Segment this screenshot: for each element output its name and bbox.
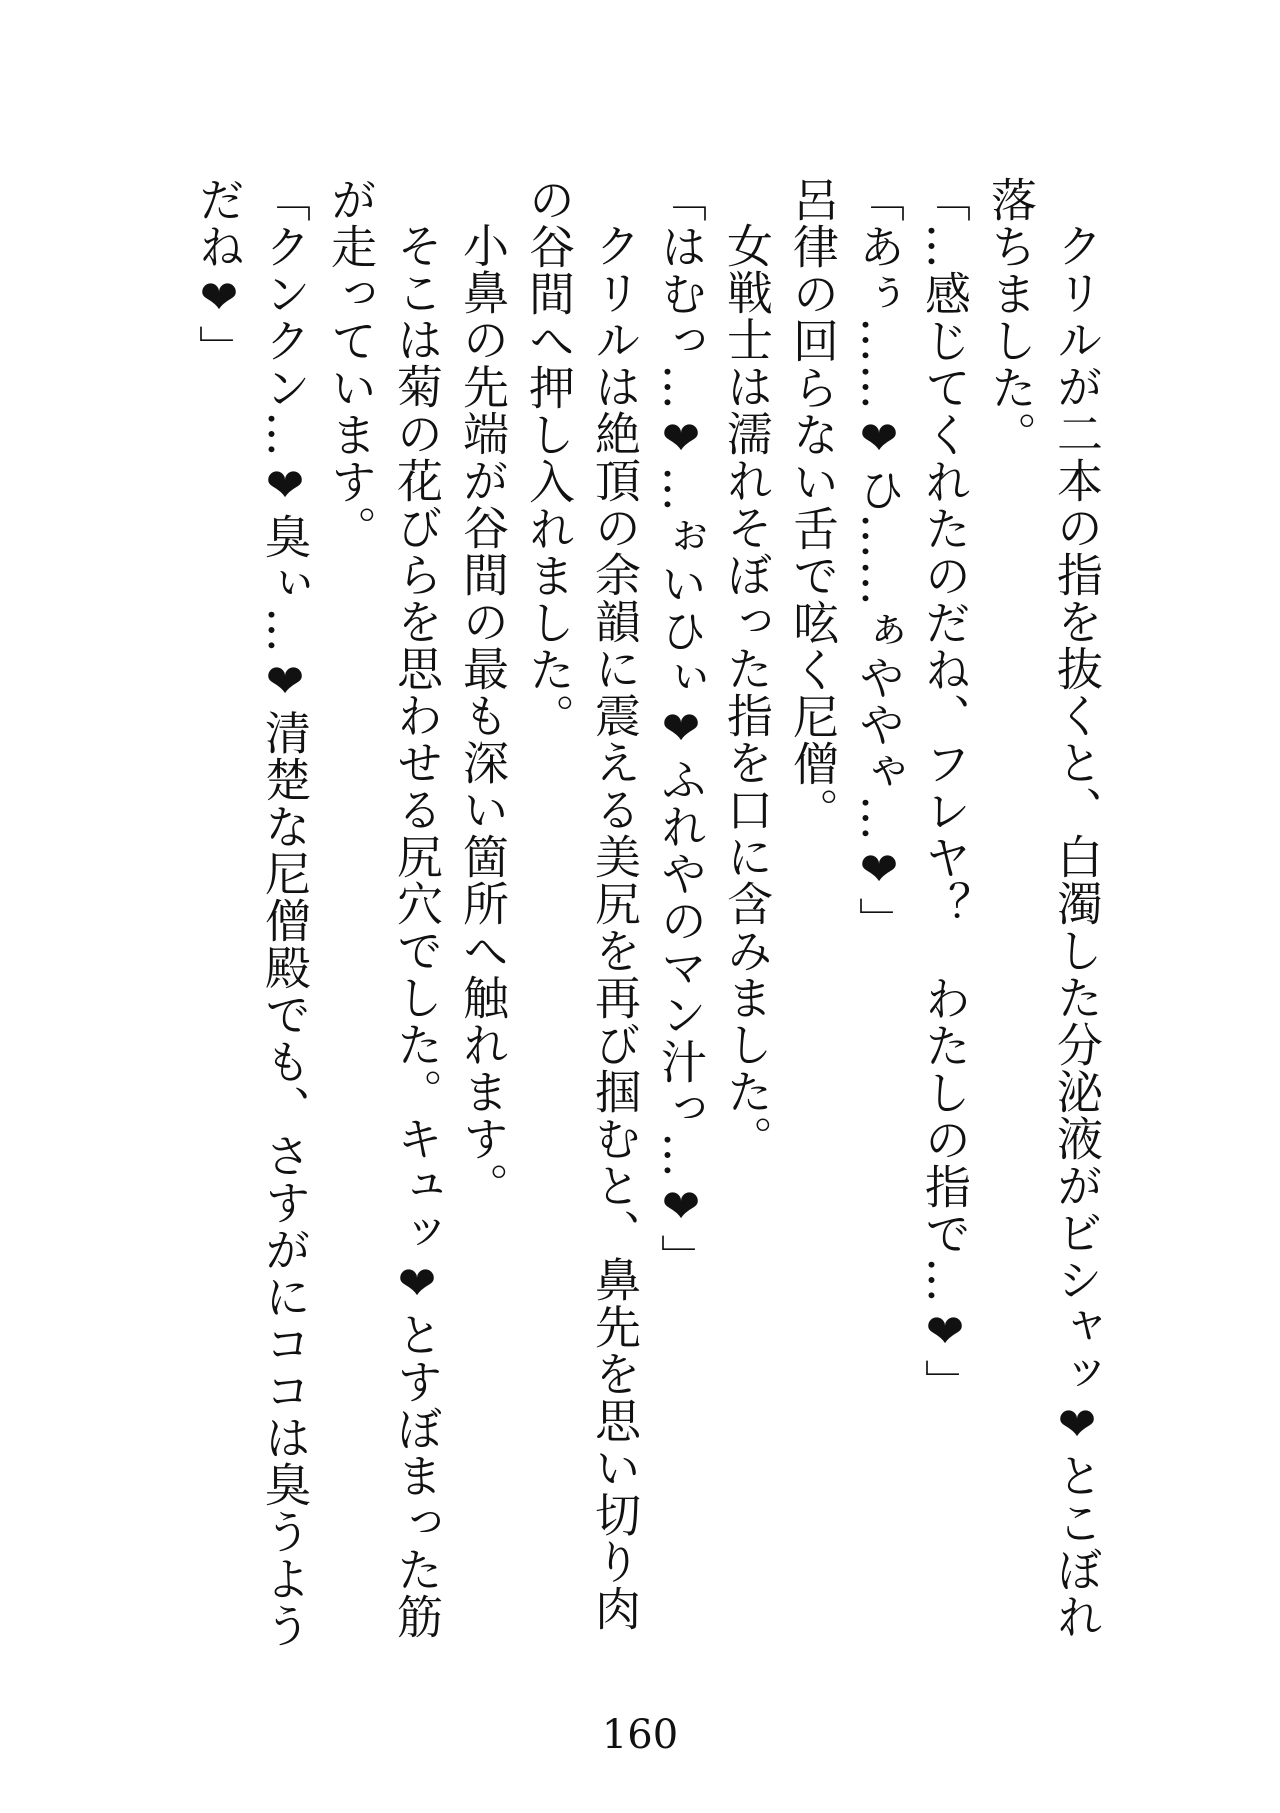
paragraph: クリルが二本の指を抜くと、白濁した分泌液がビシャッ❤とこぼれ落ちました。: [984, 176, 1104, 1640]
paragraph: 「…感じてくれたのだね、フレヤ？ わたしの指で…❤」: [918, 176, 972, 1406]
body-text: [186, 176, 1110, 1656]
paragraph: クリルは絶頂の余韻に震える美尻を再び掴むと、鼻先を思い切り肉の谷間へ押し入れました。: [522, 176, 642, 1632]
paragraph: 女戦士は濡れそぼった指を口に含みました。: [720, 222, 774, 1162]
paragraph: 「クンクン…❤臭ぃ…❤清楚な尼僧殿でも、さすがにココは臭うようだね❤」: [192, 176, 312, 1649]
paragraph: そこは菊の花びらを思わせる尻穴でした。キュッ❤とすぼまった筋が走っています。: [324, 176, 444, 1640]
paragraph: 呂律の回らない舌で呟く尼僧。: [786, 176, 840, 834]
paragraph: 小鼻の先端が谷間の最も深い箇所へ触れます。: [456, 222, 510, 1209]
page-number: 160: [601, 1712, 679, 1758]
paragraph: 「はむっ…❤…ぉいひぃ❤ふれやのマン汁っ…❤」: [654, 176, 708, 1281]
paragraph: 「あぅ……❤ひ……ぁややゃ…❤」: [852, 176, 906, 944]
